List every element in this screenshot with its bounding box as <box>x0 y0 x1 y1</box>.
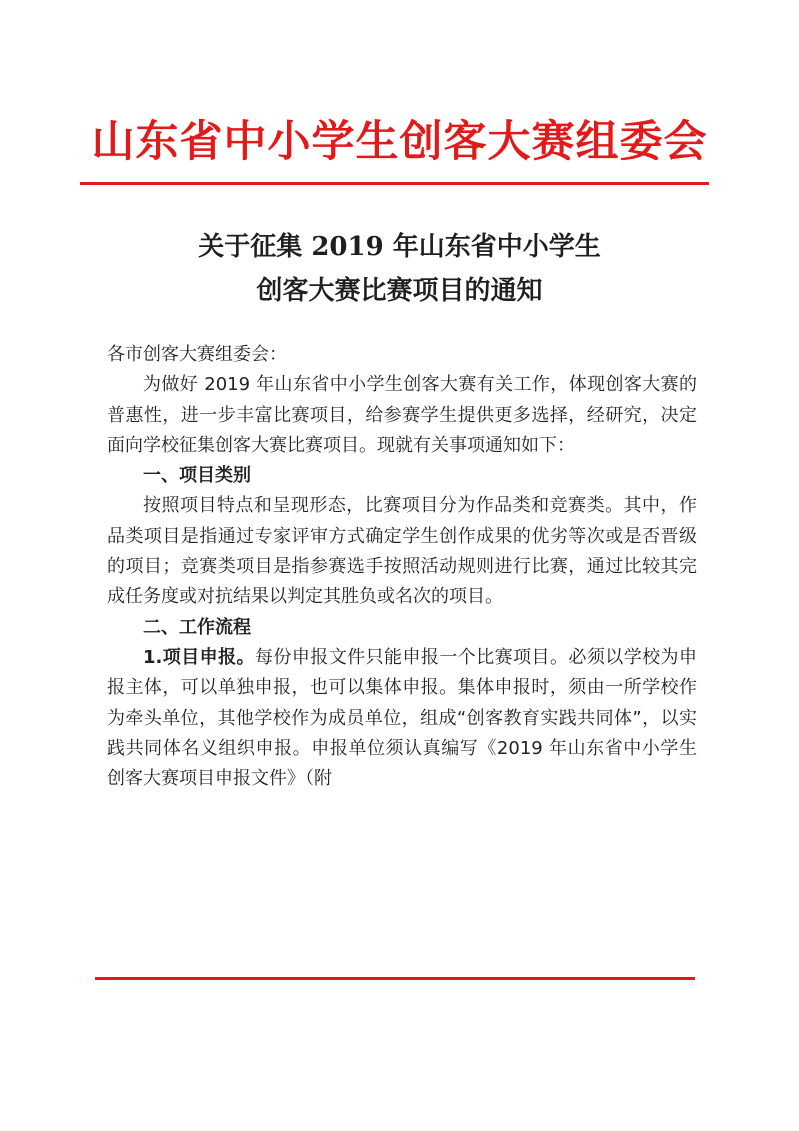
organization-header: 山东省中小学生创客大赛组委会 <box>91 117 708 167</box>
document-body <box>107 340 697 794</box>
step-1-lead: 1.项目申报。 <box>143 646 255 668</box>
section-1-paragraph: 按照项目特点和呈现形态，比赛项目分为作品类和竞赛类。其中，作品类项目是指通过专家评审方式确定学生创作成果的优劣等次或是否晋级的项目；竞赛类项目是指参赛选手按照活动规则进行比赛，通过比较其完成任务度或对抗结果以判定其胜负或名次的项目。 <box>107 495 697 608</box>
title-line-2: 创客大赛比赛项目的通知 <box>256 276 543 306</box>
header-divider-rule <box>80 182 709 185</box>
salutation: 各市创客大赛组委会： <box>107 344 287 365</box>
section-1-heading: 一、项目类别 <box>143 465 251 487</box>
intro-paragraph: 为做好 2019 年山东省中小学生创客大赛有关工作，体现创客大赛的普惠性，进一步丰富比赛项目，给参赛学生提供更多选择，经研究，决定面向学校征集创客大赛比赛项目。现就有关事项通知如下： <box>107 374 697 456</box>
title-line-1: 关于征集 2019 年山东省中小学生 <box>198 232 601 262</box>
section-2-heading: 二、工作流程 <box>143 616 251 638</box>
step-1-body: 每份申报文件只能申报一个比赛项目。必须以学校为申报主体，可以单独申报，也可以集体申报。集体申报时，须由一所学校作为牵头单位，其他学校作为成员单位，组成“创客教育实践共同体”，以实践共同体名义组织申报。申报单位须认真编写《2019 年山东省中小学生创客大赛项目申报文件》（附 <box>107 646 697 790</box>
document-title <box>0 225 799 313</box>
footer-divider-rule <box>95 977 695 980</box>
step-1-paragraph <box>107 643 697 794</box>
